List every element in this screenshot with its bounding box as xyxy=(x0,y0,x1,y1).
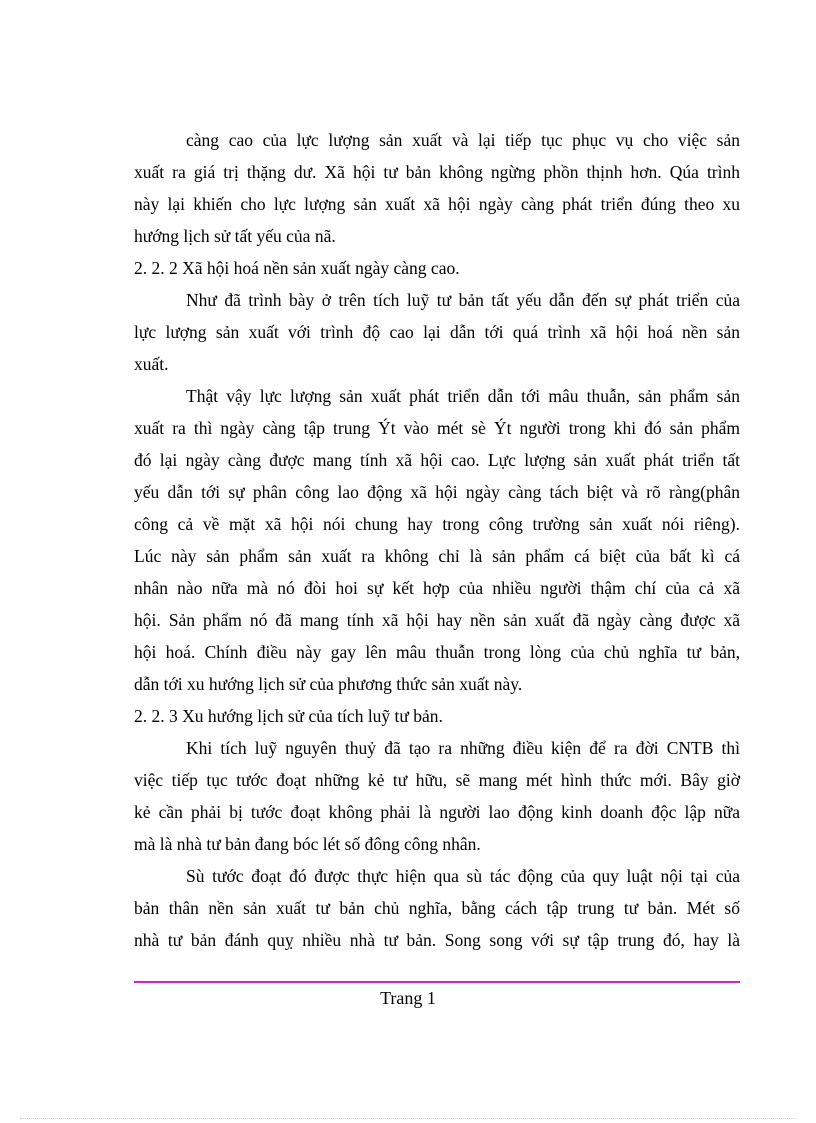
document-body xyxy=(134,124,740,956)
paragraph-line: này lại khiến cho lực lượng sản xuất xã hội ngày càng phát triển đúng theo xu xyxy=(134,194,740,214)
paragraph-line: hướng lịch sử tất yếu của nã. xyxy=(134,226,336,246)
paragraph-line: xuất ra thì ngày càng tập trung Ýt vào mét sè Ýt người trong khi đó sản phẩm xyxy=(134,418,740,438)
paragraph-line: dẫn tới xu hướng lịch sử của phương thức sản xuất này. xyxy=(134,674,523,694)
paragraph-line: Sù tước đoạt đó được thực hiện qua sù tác động của quy luật nội tại của xyxy=(186,866,740,886)
paragraph-line: nhà tư bản đánh quỵ nhiều nhà tư bản. Song song với sự tập trung đó, hay là xyxy=(134,930,740,950)
paragraph-line: nhân nào nữa mà nó đòi hoi sự kết hợp của nhiều người thậm chí của cả xã xyxy=(134,578,740,598)
paragraph-line: mà là nhà tư bản đang bóc lét số đông công nhân. xyxy=(134,834,481,854)
paragraph-line: càng cao của lực lượng sản xuất và lại tiếp tục phục vụ cho việc sản xyxy=(186,130,740,150)
page-number: Trang 1 xyxy=(380,988,436,1008)
section-heading: 2. 2. 3 Xu hướng lịch sử của tích luỹ tư bản. xyxy=(134,706,443,726)
paragraph-line: việc tiếp tục tước đoạt những kẻ tư hữu, sẽ mang mét hình thức mới. Bây giờ xyxy=(134,770,740,790)
paragraph-line: công cả về mặt xã hội nói chung hay trong công trường sản xuất nói riêng). xyxy=(134,514,740,534)
paragraph-line: lực lượng sản xuất với trình độ cao lại dẫn tới quá trình xã hội hoá nền sản xyxy=(134,322,740,342)
paragraph-line: hội. Sản phẩm nó đã mang tính xã hội hay nền sản xuất đã ngày càng được xã xyxy=(134,610,740,630)
paragraph-line: hội hoá. Chính điều này gay lên mâu thuẫn trong lòng của chủ nghĩa tư bản, xyxy=(134,642,740,662)
page-bottom-border xyxy=(20,1118,796,1119)
paragraph-line: xuất. xyxy=(134,354,169,374)
paragraph-line: xuất ra giá trị thặng dư. Xã hội tư bản không ngừng phồn thịnh hơn. Qúa trình xyxy=(134,162,740,182)
section-heading: 2. 2. 2 Xã hội hoá nền sản xuất ngày càng cao. xyxy=(134,258,460,278)
footer-divider xyxy=(134,981,740,983)
paragraph-line: Thật vậy lực lượng sản xuất phát triển dẫn tới mâu thuẫn, sản phẩm sản xyxy=(186,386,740,406)
paragraph-line: bản thân nền sản xuất tư bản chủ nghĩa, bằng cách tập trung tư bản. Mét số xyxy=(134,898,740,918)
paragraph-line: yếu dẫn tới sự phân công lao động xã hội ngày càng tách biệt và rõ ràng(phân xyxy=(134,482,740,502)
paragraph-line: kẻ cần phải bị tước đoạt không phải là người lao động kinh doanh độc lập nữa xyxy=(134,802,740,822)
paragraph-line: Khi tích luỹ nguyên thuỷ đã tạo ra những điều kiện để ra đời CNTB thì xyxy=(186,738,740,758)
paragraph-line: đó lại ngày càng được mang tính xã hội cao. Lực lượng sản xuất phát triển tất xyxy=(134,450,740,470)
paragraph-line: Như đã trình bày ở trên tích luỹ tư bản tất yếu dẫn đến sự phát triển của xyxy=(186,290,740,310)
paragraph-line: Lúc này sản phẩm sản xuất ra không chỉ là sản phẩm cá biệt của bất kì cá xyxy=(134,546,740,566)
